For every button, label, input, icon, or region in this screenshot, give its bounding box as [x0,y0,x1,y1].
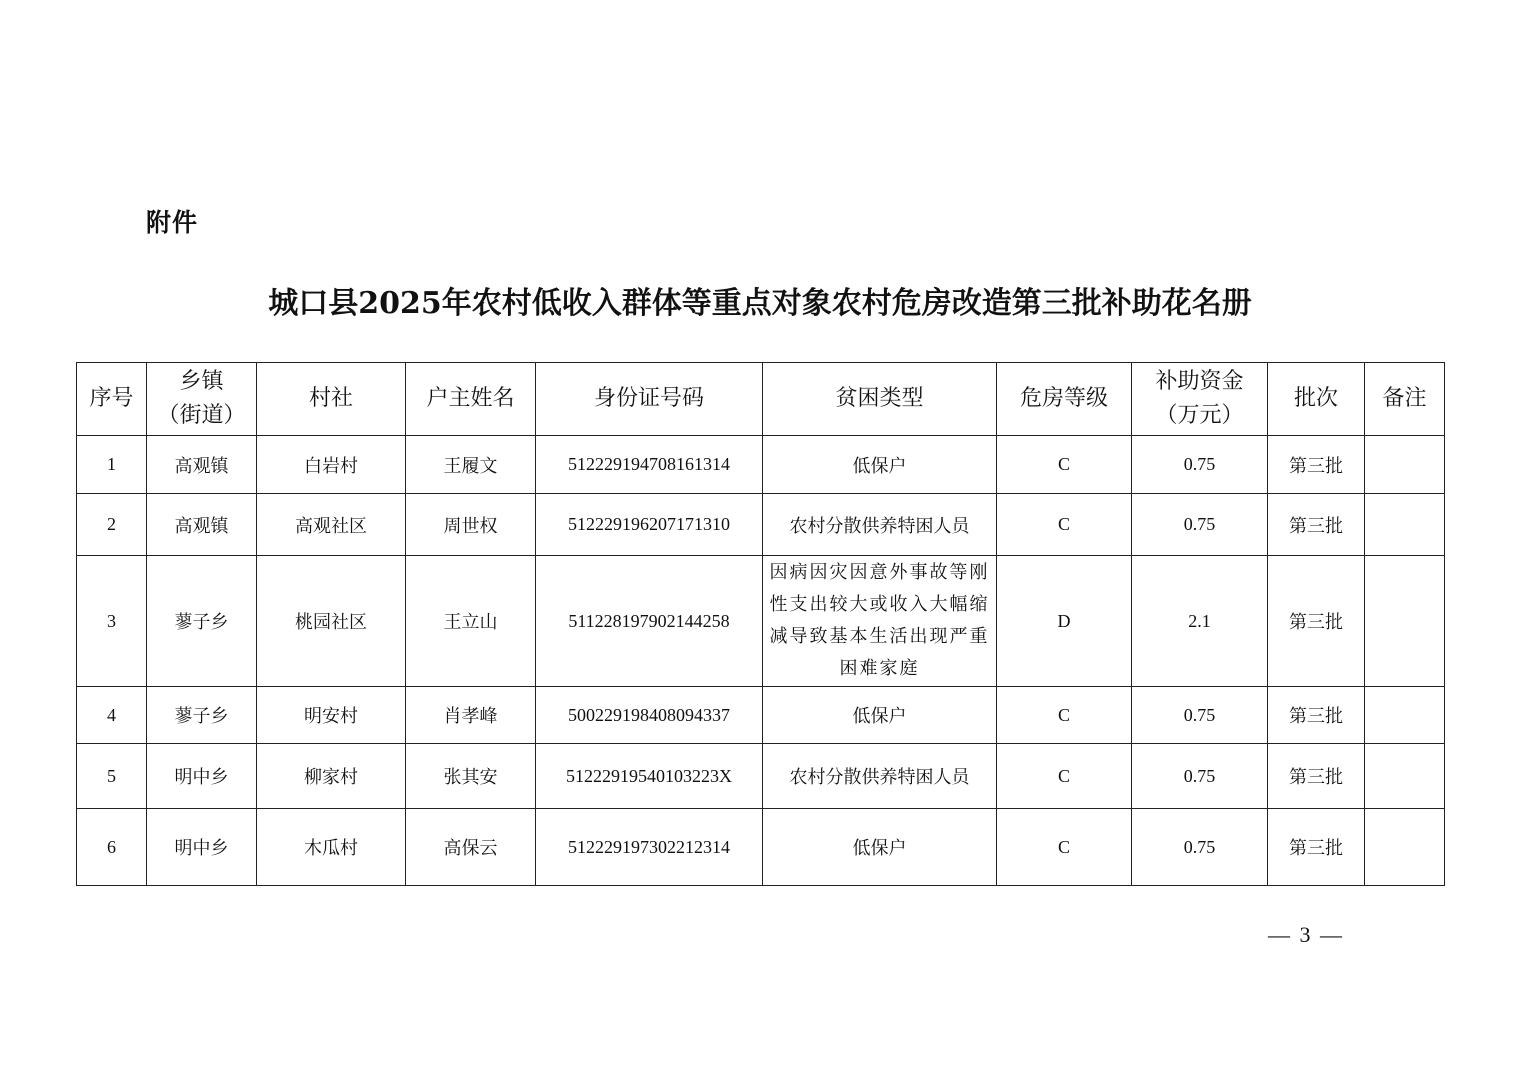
header-index: 序号 [77,363,147,436]
cell-remark [1365,556,1445,687]
header-id-number: 身份证号码 [536,363,763,436]
cell-risk-level: C [997,809,1132,886]
cell-remark [1365,687,1445,744]
header-village: 村社 [257,363,406,436]
cell-subsidy-amount: 0.75 [1132,809,1268,886]
header-town [147,363,257,436]
header-subsidy-line2: （万元） [1155,403,1244,428]
cell-remark [1365,494,1445,556]
cell-village: 木瓜村 [257,809,406,886]
subsidy-roster-table [76,362,1445,886]
header-subsidy-line1: 补助资金 [1155,369,1244,394]
cell-town: 明中乡 [147,744,257,809]
page-number: — 3 — [1268,922,1344,947]
cell-town: 蓼子乡 [147,556,257,687]
attachment-label: 附件 [146,208,199,237]
header-risk-level: 危房等级 [997,363,1132,436]
document-title: 城口县2025年农村低收入群体等重点对象农村危房改造第三批补助花名册 [268,286,1252,321]
cell-town: 高观镇 [147,436,257,494]
cell-village: 白岩村 [257,436,406,494]
table-row [77,809,1445,886]
cell-poverty-type: 低保户 [763,687,997,744]
cell-index: 4 [77,687,147,744]
header-remark: 备注 [1365,363,1445,436]
cell-village: 明安村 [257,687,406,744]
cell-subsidy-amount: 2.1 [1132,556,1268,687]
cell-id-number: 51222919540103223X [536,744,763,809]
cell-id-number: 511228197902144258 [536,556,763,687]
cell-index: 6 [77,809,147,886]
cell-remark [1365,436,1445,494]
cell-risk-level: C [997,436,1132,494]
table-row [77,494,1445,556]
cell-householder: 周世权 [406,494,536,556]
header-town-line2: （街道） [157,403,246,428]
cell-index: 5 [77,744,147,809]
table-row [77,436,1445,494]
cell-id-number: 512229197302212314 [536,809,763,886]
cell-householder: 高保云 [406,809,536,886]
cell-index: 1 [77,436,147,494]
cell-id-number: 512229196207171310 [536,494,763,556]
cell-town: 高观镇 [147,494,257,556]
cell-risk-level: C [997,494,1132,556]
cell-poverty-type: 农村分散供养特困人员 [763,494,997,556]
cell-village: 桃园社区 [257,556,406,687]
cell-batch: 第三批 [1268,687,1365,744]
cell-batch: 第三批 [1268,436,1365,494]
cell-poverty-type: 因病因灾因意外事故等刚性支出较大或收入大幅缩减导致基本生活出现严重困难家庭 [763,556,997,687]
header-town-line1: 乡镇 [179,369,224,394]
cell-householder: 王立山 [406,556,536,687]
cell-batch: 第三批 [1268,809,1365,886]
header-batch: 批次 [1268,363,1365,436]
cell-subsidy-amount: 0.75 [1132,687,1268,744]
cell-town: 蓼子乡 [147,687,257,744]
cell-village: 高观社区 [257,494,406,556]
header-householder: 户主姓名 [406,363,536,436]
cell-village: 柳家村 [257,744,406,809]
cell-householder: 张其安 [406,744,536,809]
cell-town: 明中乡 [147,809,257,886]
cell-subsidy-amount: 0.75 [1132,494,1268,556]
cell-poverty-type: 低保户 [763,809,997,886]
cell-poverty-type: 农村分散供养特困人员 [763,744,997,809]
cell-batch: 第三批 [1268,556,1365,687]
cell-remark [1365,744,1445,809]
cell-poverty-type: 低保户 [763,436,997,494]
cell-index: 2 [77,494,147,556]
header-poverty-type: 贫困类型 [763,363,997,436]
cell-index: 3 [77,556,147,687]
table-row [77,556,1445,687]
cell-risk-level: D [997,556,1132,687]
cell-batch: 第三批 [1268,494,1365,556]
cell-id-number: 512229194708161314 [536,436,763,494]
table-row [77,687,1445,744]
cell-householder: 肖孝峰 [406,687,536,744]
cell-subsidy-amount: 0.75 [1132,744,1268,809]
cell-risk-level: C [997,744,1132,809]
cell-id-number: 500229198408094337 [536,687,763,744]
cell-batch: 第三批 [1268,744,1365,809]
table-row [77,744,1445,809]
cell-risk-level: C [997,687,1132,744]
cell-householder: 王履文 [406,436,536,494]
cell-remark [1365,809,1445,886]
table-header-row [77,363,1445,436]
header-subsidy [1132,363,1268,436]
cell-subsidy-amount: 0.75 [1132,436,1268,494]
